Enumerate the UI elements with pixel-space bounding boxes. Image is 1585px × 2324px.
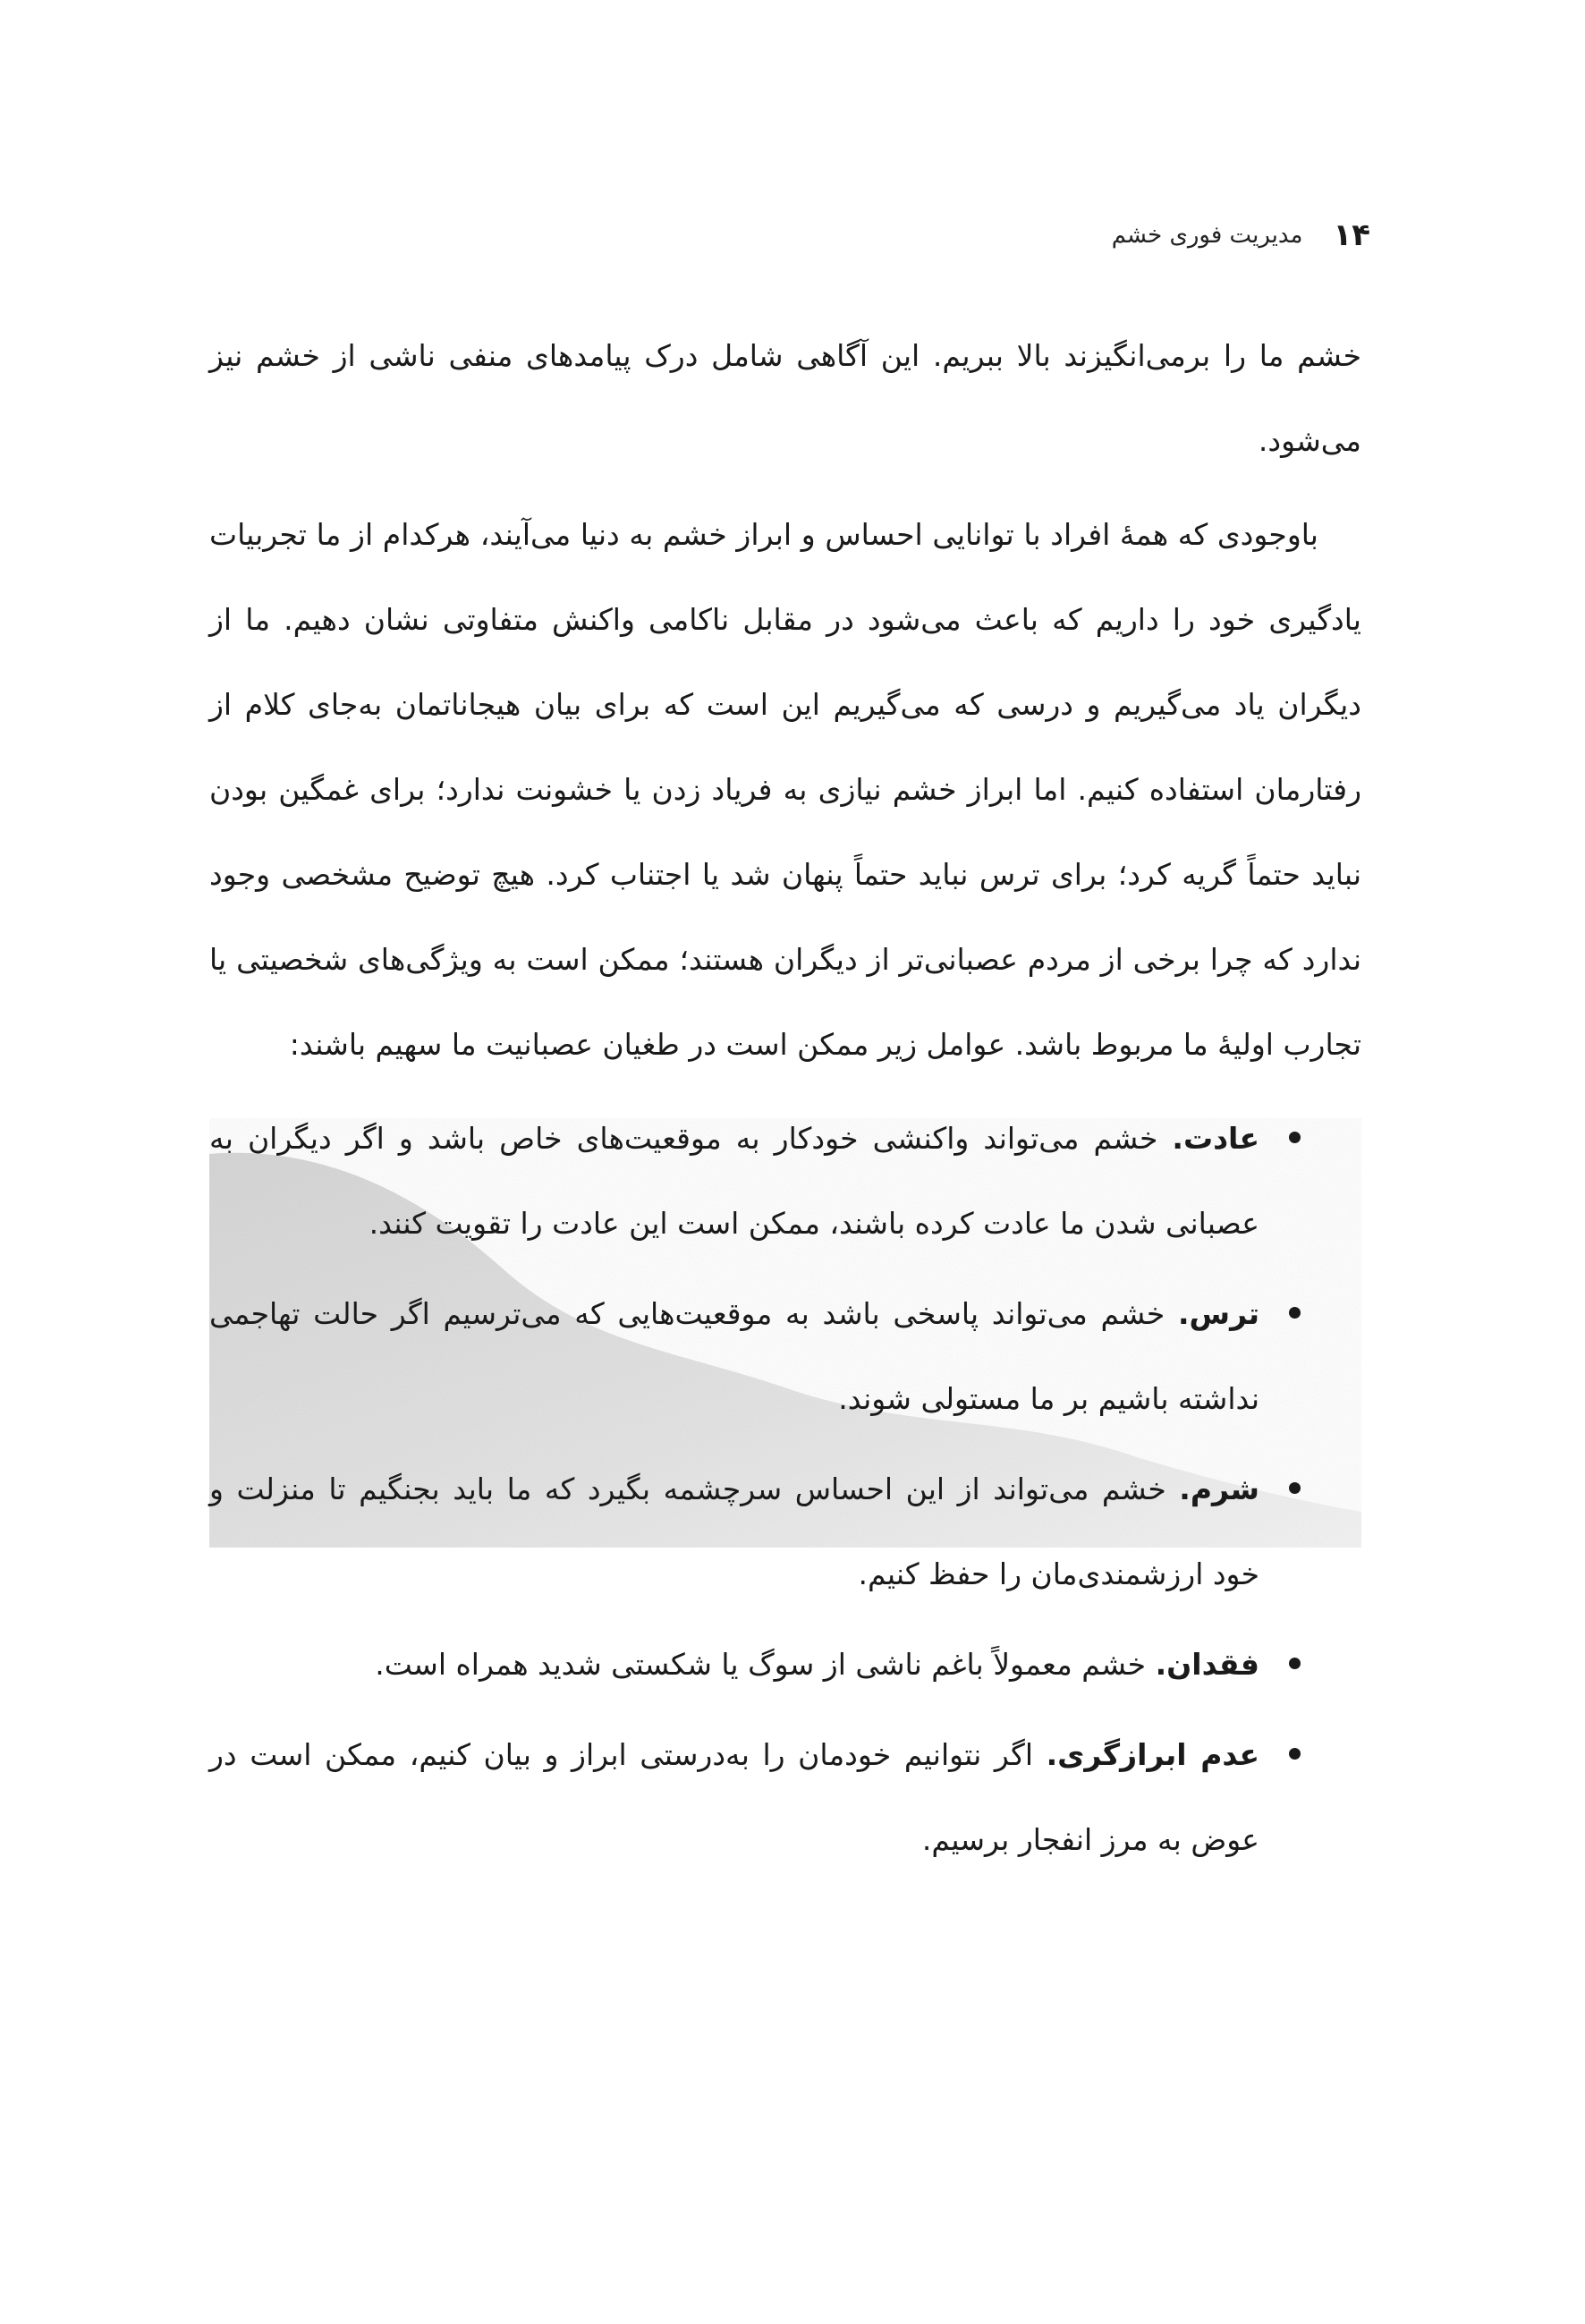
list-item-term: ترس. [1178,1296,1259,1331]
list-item [209,1271,1259,1441]
list-item [209,1096,1259,1266]
list-item-text: خشم می‌تواند از این احساس سرچشمه بگیرد که ما باید بجنگیم تا منزلت و خود ارزشمندی‌مان را حفظ کنیم. [209,1472,1259,1591]
list-item-term: فقدان. [1155,1647,1259,1682]
bullet-icon [1289,1748,1301,1760]
page-number: ۱۴ [1333,217,1370,253]
factor-list [209,1096,1361,1882]
list-item-term: شرم. [1179,1472,1259,1506]
bullet-icon [1289,1482,1301,1494]
list-item [209,1712,1259,1882]
bullet-icon [1289,1132,1301,1143]
list-item [209,1446,1259,1616]
paragraph-1: خشم ما را برمی‌انگیزند بالا ببریم. این آگاهی شامل درک پیامدهای منفی ناشی از خشم نیز می‌شود. [209,338,1361,458]
paragraph-2: باوجودی که همهٔ افراد با توانایی احساس و ابراز خشم به دنیا می‌آیند، هرکدام از ما تجربیات یادگیری خود را داریم که باعث می‌شود در مقابل ناکامی واکنش متفاوتی نشان دهیم. ما از دیگران یاد می‌گیریم و درسی که می‌گیریم این است که برای بیان هیجاناتمان به‌جای کلام از رفتارمان استفاده کنیم. اما ابراز خشم نیازی به فریاد زدن یا خشونت ندارد؛ برای غمگین بودن نباید حتماً گریه کرد؛ برای ترس نباید حتماً پنهان شد یا اجتناب کرد. هیچ توضیح مشخصی وجود ندارد که چرا برخی از مردم عصبانی‌تر از دیگران هستند؛ ممکن است به ویژگی‌های شخصیتی یا تجارب اولیهٔ ما مربوط باشد. عوامل زیر ممکن است در طغیان عصبانیت ما سهیم باشند: [209,517,1361,1062]
list-item [209,1622,1259,1707]
body-text [209,313,1361,1882]
list-item-term: عادت. [1172,1121,1259,1156]
running-title: مدیریت فوری خشم [1111,222,1303,249]
list-item-text: خشم معمولاً باغم ناشی از سوگ یا شکستی شدید همراه است. [375,1647,1156,1682]
bullet-icon [1289,1307,1301,1319]
list-item-text: خشم می‌تواند واکنشی خودکار به موقعیت‌های خاص باشد و اگر دیگران به عصبانی شدن ما عادت کرده باشند، ممکن است این عادت را تقویت کنند. [209,1121,1259,1241]
page-header [1002,213,1370,258]
list-item-text: اگر نتوانیم خودمان را به‌درستی ابراز و بیان کنیم، ممکن است در عوض به مرز انفجار برسیم. [209,1737,1259,1857]
bullet-icon [1289,1658,1301,1669]
list-item-term: عدم ابرازگری. [1046,1737,1259,1772]
list-item-text: خشم می‌تواند پاسخی باشد به موقعیت‌هایی که می‌ترسیم اگر حالت تهاجمی نداشته باشیم بر ما مستولی شوند. [209,1296,1259,1416]
